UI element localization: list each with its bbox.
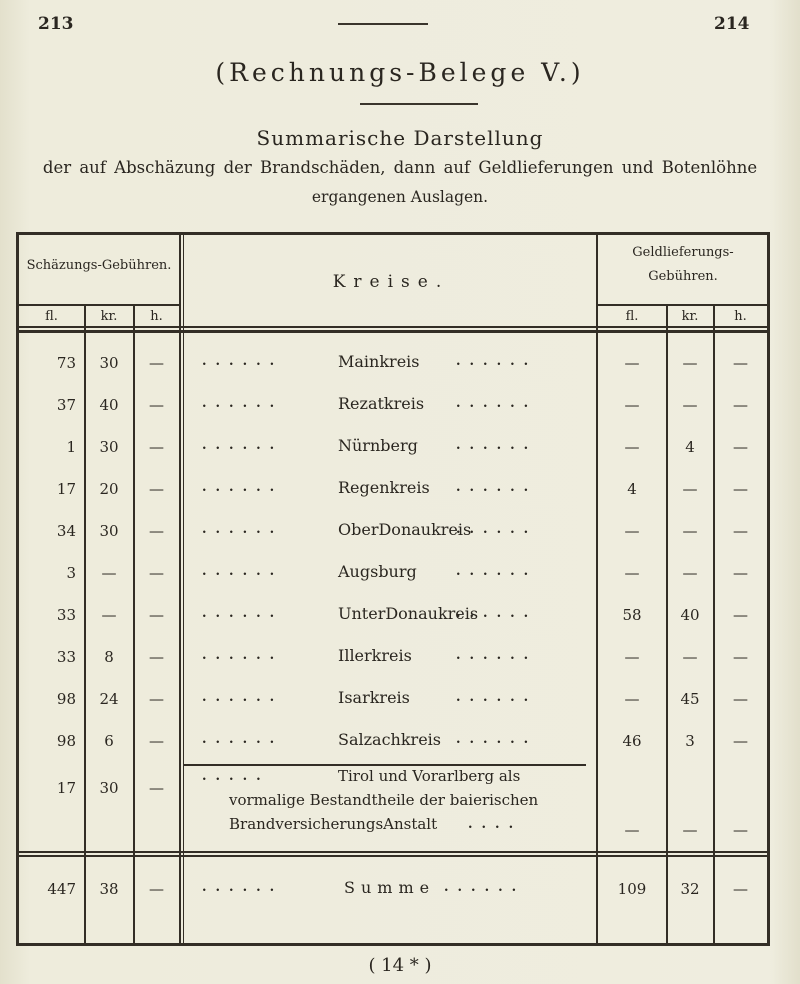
table-row-2-g-h: — — [733, 396, 748, 414]
tirol-row-text-line2: vormalige Bestandtheile der baierischen — [229, 791, 539, 809]
table-row-7-kreis-name: UnterDonaukreis — [338, 604, 479, 623]
tirol-row-leader-dots-end: .... — [468, 817, 523, 832]
table-row-5-s-kr: 30 — [99, 522, 119, 540]
description-line-2: ergangenen Auslagen. — [311, 188, 489, 206]
table-row-7-s-kr: — — [101, 606, 117, 624]
table-row-8-leader-dots-left: ...... — [202, 648, 284, 663]
tirol-row-g-kr: — — [682, 821, 698, 839]
table-row-2-s-fl: 37 — [56, 396, 76, 414]
total-row-g-fl: 109 — [617, 880, 647, 898]
table-row-10-g-kr: 3 — [685, 732, 695, 750]
table-row-3-kreis-name: Nürnberg — [338, 436, 418, 455]
table-row-2-s-h: — — [149, 396, 164, 414]
table-row-1-g-h: — — [733, 354, 748, 372]
table-row-7-g-kr: 40 — [680, 606, 700, 624]
tirol-row-text-line3: BrandversicherungsAnstalt — [229, 815, 438, 833]
header-g-h: h. — [734, 309, 747, 324]
table-row-7-g-h: — — [733, 606, 748, 624]
header-geldlieferungs-line2: Gebühren. — [648, 269, 718, 284]
total-row-leader-dots-left: ...... — [202, 880, 284, 895]
total-rule-1 — [16, 851, 770, 853]
table-row-9-kreis-name: Isarkreis — [338, 688, 410, 707]
table-row-6-s-h: — — [149, 564, 164, 582]
table-row-10-g-h: — — [733, 732, 748, 750]
header-g-fl: fl. — [625, 309, 639, 324]
table-row-5-s-fl: 34 — [56, 522, 76, 540]
table-row-8-g-h: — — [733, 648, 748, 666]
table-row-6-g-h: — — [733, 564, 748, 582]
header-geldlieferungs-line1: Geldlieferungs- — [632, 245, 734, 260]
table-row-3-g-kr: 4 — [685, 438, 695, 456]
tirol-row-s-h: — — [149, 779, 164, 797]
table-row-1-g-kr: — — [682, 354, 698, 372]
table-row-5-g-fl: — — [624, 522, 640, 540]
total-row-g-kr: 32 — [680, 880, 700, 898]
tirol-row-leader-dots: ..... — [202, 769, 270, 784]
tirol-row-s-kr: 30 — [99, 779, 119, 797]
table-row-8-kreis-name: Illerkreis — [338, 646, 412, 665]
table-row-2-leader-dots-left: ...... — [202, 396, 284, 411]
description-line-1: der auf Abschäzung der Brandschäden, dann auf Geldlieferungen und Botenlöhne — [42, 158, 758, 177]
header-rule — [338, 23, 428, 25]
table-row-4-g-kr: — — [682, 480, 698, 498]
table-left-border — [16, 232, 19, 946]
table-row-10-kreis-name: Salzachkreis — [338, 730, 441, 749]
title-rule — [360, 103, 478, 105]
table-row-10-s-kr: 6 — [104, 732, 114, 750]
table-row-9-s-h: — — [149, 690, 164, 708]
page-number-left: 213 — [38, 14, 74, 34]
table-row-1-s-kr: 30 — [99, 354, 119, 372]
table-row-9-g-kr: 45 — [680, 690, 700, 708]
table-row-3-s-kr: 30 — [99, 438, 119, 456]
table-row-10-g-fl: 46 — [622, 732, 642, 750]
tirol-row-g-fl: — — [624, 821, 640, 839]
table-row-3-s-h: — — [149, 438, 164, 456]
table-row-1-s-h: — — [149, 354, 164, 372]
total-rule-2 — [16, 855, 770, 857]
page-number-right: 214 — [714, 14, 750, 34]
table-row-5-g-h: — — [733, 522, 748, 540]
table-row-1-g-fl: — — [624, 354, 640, 372]
header-s-kr: kr. — [100, 309, 118, 324]
header-s-fl: fl. — [45, 309, 58, 324]
left-group-separator — [179, 232, 181, 946]
table-row-6-leader-dots-left: ...... — [202, 564, 284, 579]
table-row-1-s-fl: 73 — [56, 354, 76, 372]
table-row-4-g-fl: 4 — [627, 480, 637, 498]
table-row-10-s-fl: 98 — [56, 732, 76, 750]
table-row-2-g-kr: — — [682, 396, 698, 414]
tirol-row-g-h: — — [733, 821, 748, 839]
table-row-3-leader-dots-left: ...... — [202, 438, 284, 453]
table-row-4-leader-dots-left: ...... — [202, 480, 284, 495]
table-row-7-s-h: — — [149, 606, 164, 624]
table-row-2-kreis-name: Rezatkreis — [338, 394, 425, 413]
table-row-6-leader-dots-right: ...... — [456, 564, 538, 579]
table-row-2-s-kr: 40 — [99, 396, 119, 414]
table-row-3-s-fl: 1 — [66, 438, 76, 456]
table-row-4-kreis-name: Regenkreis — [338, 478, 430, 497]
table-row-8-g-kr: — — [682, 648, 698, 666]
table-row-1-leader-dots-right: ...... — [456, 354, 538, 369]
table-row-7-g-fl: 58 — [622, 606, 642, 624]
table-row-10-leader-dots-left: ...... — [202, 732, 284, 747]
table-row-5-s-h: — — [149, 522, 164, 540]
table-row-4-s-h: — — [149, 480, 164, 498]
table-row-9-g-fl: — — [624, 690, 640, 708]
document-subtitle: Summarische Darstellung — [256, 126, 544, 150]
header-rule-1 — [16, 326, 770, 328]
table-row-8-s-h: — — [149, 648, 164, 666]
table-row-8-s-fl: 33 — [56, 648, 76, 666]
header-g-kr: kr. — [681, 309, 699, 324]
total-row-s-h: — — [149, 880, 164, 898]
left-subheader-rule — [19, 304, 179, 306]
table-row-3-g-fl: — — [624, 438, 640, 456]
total-row-leader-dots-right: ...... — [444, 880, 526, 895]
header-schaezungs-gebuehren: Schäzungs-Gebühren. — [26, 258, 172, 273]
table-row-6-kreis-name: Augsburg — [338, 562, 417, 581]
table-right-border — [767, 232, 770, 946]
table-row-10-leader-dots-right: ...... — [456, 732, 538, 747]
table-row-6-g-kr: — — [682, 564, 698, 582]
table-row-8-s-kr: 8 — [104, 648, 114, 666]
table-row-2-g-fl: — — [624, 396, 640, 414]
table-row-6-s-kr: — — [101, 564, 117, 582]
table-row-3-leader-dots-right: ...... — [456, 438, 538, 453]
table-row-7-leader-dots-left: ...... — [202, 606, 284, 621]
table-row-3-g-h: — — [733, 438, 748, 456]
table-row-8-g-fl: — — [624, 648, 640, 666]
header-rule-2 — [16, 330, 770, 333]
table-row-9-g-h: — — [733, 690, 748, 708]
header-s-h: h. — [150, 309, 163, 324]
table-row-2-leader-dots-right: ...... — [456, 396, 538, 411]
table-row-9-s-fl: 98 — [56, 690, 76, 708]
table-row-6-g-fl: — — [624, 564, 640, 582]
page-footer-signature: ( 14 * ) — [368, 955, 432, 976]
tirol-row-s-fl: 17 — [56, 779, 76, 797]
table-row-4-leader-dots-right: ...... — [456, 480, 538, 495]
total-row-s-kr: 38 — [99, 880, 119, 898]
tirol-top-rule — [184, 764, 586, 766]
table-row-9-leader-dots-right: ...... — [456, 690, 538, 705]
table-row-1-leader-dots-left: ...... — [202, 354, 284, 369]
header-kreise: Kreise. — [332, 272, 450, 292]
document-title: (Rechnungs-Belege V.) — [215, 58, 585, 87]
table-row-10-s-h: — — [149, 732, 164, 750]
table-row-5-leader-dots-left: ...... — [202, 522, 284, 537]
total-row-label: Summe — [344, 878, 436, 897]
table-row-4-s-kr: 20 — [99, 480, 119, 498]
right-subheader-rule — [598, 304, 767, 306]
table-row-6-s-fl: 3 — [66, 564, 76, 582]
table-row-5-g-kr: — — [682, 522, 698, 540]
table-bottom-border — [16, 943, 770, 946]
table-row-5-leader-dots-right: ...... — [456, 522, 538, 537]
table-row-8-leader-dots-right: ...... — [456, 648, 538, 663]
table-row-7-leader-dots-right: ...... — [456, 606, 538, 621]
table-row-4-s-fl: 17 — [56, 480, 76, 498]
table-row-9-leader-dots-left: ...... — [202, 690, 284, 705]
tirol-row-text-line1: Tirol und Vorarlberg als — [338, 767, 521, 785]
total-row-g-h: — — [733, 880, 748, 898]
table-row-4-g-h: — — [733, 480, 748, 498]
total-row-s-fl: 447 — [47, 880, 76, 898]
table-row-5-kreis-name: OberDonaukreis — [338, 520, 472, 539]
summary-table — [16, 232, 770, 946]
table-row-7-s-fl: 33 — [56, 606, 76, 624]
table-row-1-kreis-name: Mainkreis — [338, 352, 420, 371]
table-row-9-s-kr: 24 — [99, 690, 119, 708]
table-top-border — [16, 232, 770, 235]
left-group-separator-inner — [183, 232, 184, 946]
